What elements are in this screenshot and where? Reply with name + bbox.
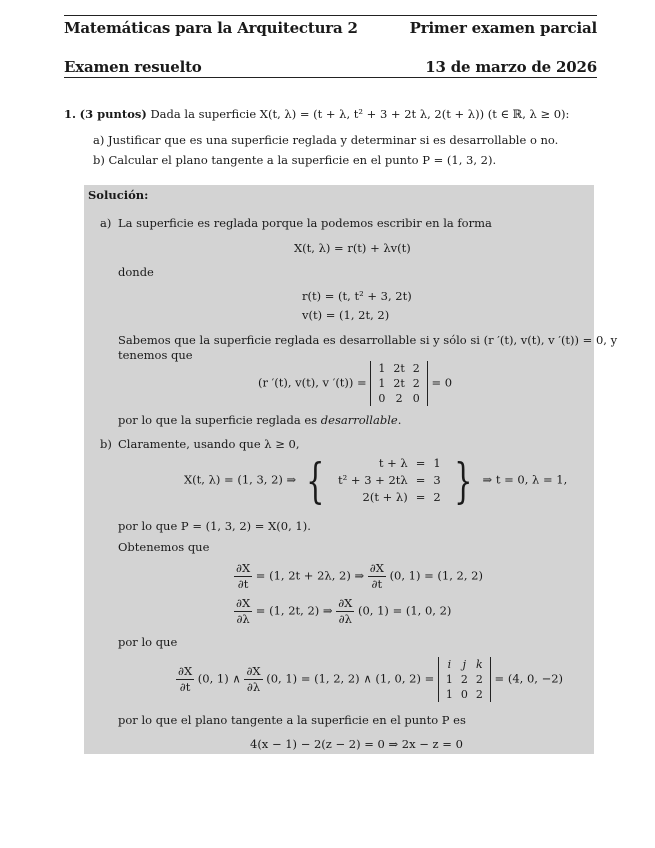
determinant-rhs: = 0 (431, 375, 453, 390)
denominator: ∂λ (338, 612, 352, 626)
developable-criterion-cont: tenemos que (118, 348, 193, 362)
det-cell: 2 (395, 392, 403, 405)
header-bottom-rule (64, 77, 597, 78)
course-title: Matemáticas para la Arquitectura 2 (64, 19, 358, 37)
solution-box (84, 185, 618, 754)
cross-cell: i (447, 658, 452, 671)
sys-cell: = (415, 456, 426, 470)
det-cell: 2 (412, 362, 420, 375)
part-b-label: b) (100, 437, 112, 451)
numerator: ∂X (369, 561, 384, 575)
header-row-1 (64, 19, 597, 37)
question-item-a: a) Justificar que es una superficie reglada y determinar si es desarrollable o no. (93, 133, 559, 147)
r-equation: r(t) = (t, t² + 3, 2t) (302, 289, 412, 303)
donde-text: donde (118, 265, 154, 279)
top-rule (64, 15, 597, 16)
det-cell: 0 (412, 392, 420, 405)
conclusion-post: . (397, 413, 402, 427)
denominator: ∂t (179, 680, 191, 694)
fraction (336, 596, 354, 627)
fraction (368, 561, 386, 592)
exam-title: Primer examen parcial (409, 19, 597, 37)
determinant-lhs: (r ′(t), v(t), v ′(t)) = (258, 375, 367, 390)
determinant-equation (258, 361, 452, 406)
system-rhs: ⇒ t = 0, λ = 1, (482, 472, 568, 487)
cross-cell: 1 (445, 673, 453, 686)
part-b-intro: Claramente, usando que λ ≥ 0, (118, 437, 300, 451)
det-cell: 2 (412, 377, 420, 390)
question-item-b: b) Calcular el plano tangente a la superficie en el punto P = (1, 3, 2). (93, 153, 497, 167)
numerator: ∂X (178, 664, 193, 678)
solution-title: Solución: (88, 188, 149, 202)
partial-lambda-mid: = (1, 2t, 2) ⇒ (255, 603, 333, 618)
fraction (234, 561, 252, 592)
fraction (234, 596, 252, 627)
det-cell: 1 (378, 377, 386, 390)
v-equation: v(t) = (1, 2t, 2) (302, 308, 390, 322)
cross-a: (0, 1) ∧ (197, 671, 241, 686)
sys-cell: t² + 3 + 2tλ (338, 473, 408, 487)
question-statement (64, 107, 569, 121)
ruled-form-equation: X(t, λ) = r(t) + λv(t) (294, 241, 411, 255)
sys-cell: 3 (433, 473, 441, 487)
cross-cell: 2 (475, 688, 483, 701)
exam-date: 13 de marzo de 2026 (425, 58, 597, 76)
numerator: ∂X (246, 664, 261, 678)
tangent-plane-equation: 4(x − 1) − 2(z − 2) = 0 ⇒ 2x − z = 0 (250, 737, 463, 751)
cross-matrix (438, 657, 491, 702)
partial-t-end: (0, 1) = (1, 2, 2) (389, 568, 483, 583)
exam-subtitle: Examen resuelto (64, 58, 202, 76)
question-text: Dada la superficie X(t, λ) = (t + λ, t² + 3 + 2t λ, 2(t + λ)) (t ∈ ℝ, λ ≥ 0): (150, 107, 570, 121)
det-cell: 2t (393, 362, 405, 375)
system-table (334, 455, 445, 506)
tangent-plane-text: por lo que el plano tangente a la superficie en el punto P es (118, 713, 466, 727)
obtenemos-text: Obtenemos que (118, 540, 210, 554)
por-lo-que-text: por lo que (118, 635, 178, 649)
partial-lambda-equation (234, 596, 451, 627)
part-a-label: a) (100, 216, 112, 230)
denominator: ∂t (237, 577, 249, 591)
partial-t-equation (234, 561, 483, 592)
cross-cell: j (462, 658, 467, 671)
sys-cell: = (415, 473, 426, 487)
sys-cell: t + λ (378, 456, 408, 470)
cross-cell: 1 (445, 688, 453, 701)
det-cell: 0 (378, 392, 386, 405)
denominator: ∂λ (246, 680, 261, 694)
sys-cell: 2 (433, 490, 441, 504)
numerator: ∂X (338, 596, 353, 610)
numerator: ∂X (236, 596, 251, 610)
conclusion-pre: por lo que la superficie reglada es (118, 413, 321, 427)
sys-cell: = (415, 490, 426, 504)
det-cell: 2t (393, 377, 405, 390)
cross-cell: k (476, 658, 483, 671)
point-identification: por lo que P = (1, 3, 2) = X(0, 1). (118, 519, 311, 533)
system-equation (184, 452, 568, 509)
partial-t-mid: = (1, 2t + 2λ, 2) ⇒ (255, 568, 365, 583)
sys-cell: 2(t + λ) (362, 490, 408, 504)
cross-cell: 2 (475, 673, 483, 686)
system-lhs: X(t, λ) = (1, 3, 2) ⇒ (184, 472, 297, 487)
cross-b: (0, 1) = (1, 2, 2) ∧ (1, 0, 2) = (266, 671, 435, 686)
part-a-intro: La superficie es reglada porque la podemos escribir en la forma (118, 216, 492, 230)
question-number: 1. (64, 107, 77, 121)
det-cell: 1 (378, 362, 386, 375)
numerator: ∂X (236, 561, 251, 575)
right-brace: } (454, 452, 473, 509)
left-brace: { (305, 452, 325, 509)
conclusion-word: desarrollable (320, 413, 398, 427)
fraction (176, 664, 194, 695)
cross-cell: 2 (460, 673, 468, 686)
developable-criterion: Sabemos que la superficie reglada es desarrollable si y sólo si (r ′(t), v(t), v ′(t)) = 0, y (118, 333, 618, 347)
cross-cell: 0 (460, 688, 468, 701)
denominator: ∂λ (236, 612, 250, 626)
cross-rhs: = (4, 0, −2) (494, 671, 564, 686)
partial-lambda-end: (0, 1) = (1, 0, 2) (358, 603, 452, 618)
part-a-conclusion (118, 413, 401, 427)
header-row-2 (64, 58, 597, 76)
cross-product-equation (176, 657, 563, 702)
determinant-matrix (370, 361, 427, 406)
fraction (244, 664, 262, 695)
sys-cell: 1 (433, 456, 441, 470)
question-points: (3 puntos) (79, 107, 147, 121)
denominator: ∂t (371, 577, 383, 591)
